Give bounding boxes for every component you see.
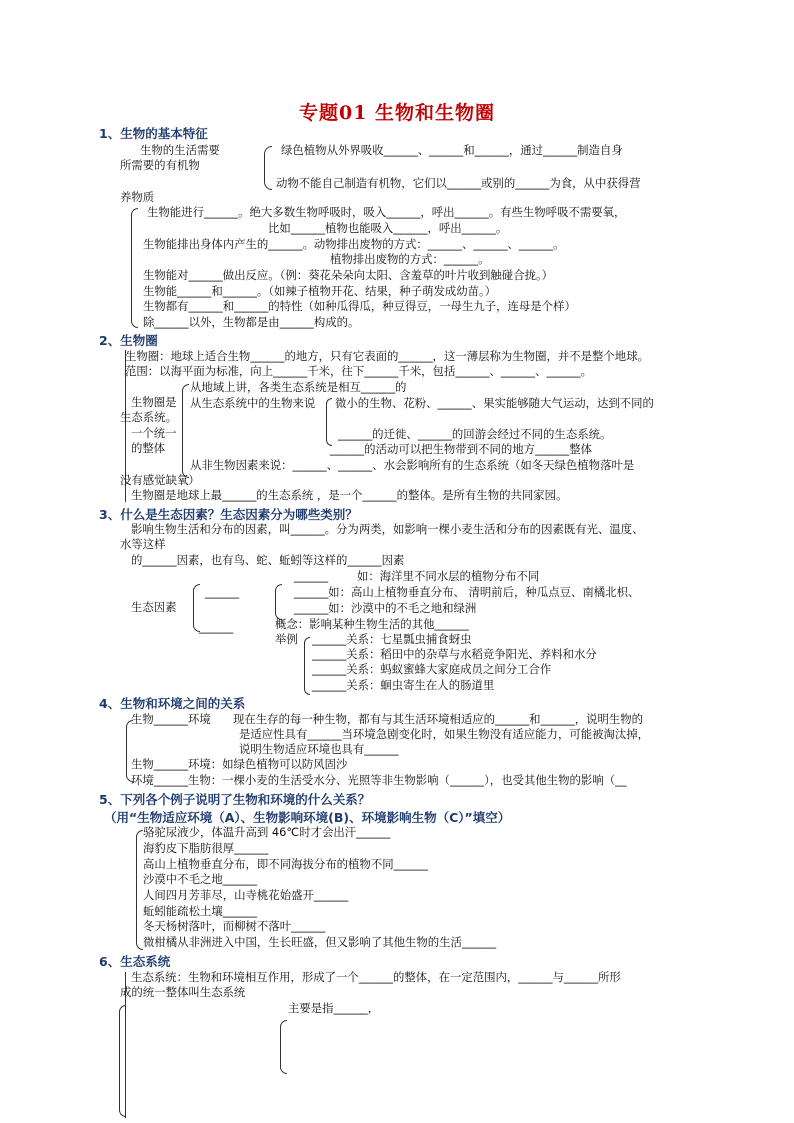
s1-line: 生物能进行______。绝大多数生物呼吸时，吸入______，呼出______。有些生物呼吸不需要氧， (147, 205, 626, 219)
s5-item: 人间四月芳菲尽，山寺桃花始盛开______ (143, 888, 349, 902)
s2-bracket-unity (182, 384, 189, 478)
s3-line: ______关系：稻田中的杂草与水稻竞争阳光、养料和水分 (312, 647, 597, 661)
s5-item: 高山上植物垂直分布，即不同海拔分布的植物不同______ (143, 857, 428, 871)
s3-line: ______关系：蚂蚁蜜蜂大家庭成员之间分工合作 (312, 662, 552, 676)
s3-line: ______ (199, 620, 234, 634)
section-3-heading: 3、什么是生态因素？生态因素分为哪些类别？ (99, 507, 358, 522)
s3-line: 的______因素，也有鸟、蛇、蚯蚓等这样的______因素 (131, 553, 405, 567)
s2-line: 生态系统。 (120, 410, 177, 424)
s6-line: 主要是指______， (288, 1001, 380, 1015)
s5-item: 海豹皮下脂肪很厚______ (143, 841, 269, 855)
s5-item: 冬天杨树落叶，而柳树不落叶______ (143, 919, 326, 933)
s3-line: ______关系：七星瓢虫捕食蚜虫 (312, 632, 472, 646)
section-5-subheading: （用“生物适应环境（A）、生物影响环境(B)、环境影响生物（C）”填空） (104, 810, 511, 825)
s1-bracket-main (131, 208, 138, 328)
s3-line: ______如：高山上植物垂直分布、 清明前后，种瓜点豆、南橘北枳、 (294, 585, 640, 599)
s2-line: 生物圈是 (131, 395, 177, 409)
s4-line: 现在生存的每一种生物，都有与其生活环境相适应的______和______，说明生物的 (233, 712, 644, 726)
s3-label-factors: 生态因素 (131, 600, 177, 614)
section-4-heading: 4、生物和环境之间的关系 (99, 696, 246, 711)
s6-line: 生态系统：生物和环境相互作用，形成了一个______的整体，在一定范围内，______与______所形 (131, 970, 621, 984)
s2-line: ______的迁徙、______的回游会经过不同的生态系统。 (338, 427, 612, 441)
section-2-heading: 2、生物圈 (99, 333, 158, 348)
s3-line: ______关系：蛔虫寄生在人的肠道里 (312, 678, 495, 692)
s2-bracket-organisms (326, 398, 332, 446)
s3-line: 举例 (275, 632, 298, 646)
s1-line: 除______以外，生物都是由______构成的。 (143, 315, 360, 329)
s3-line: ______ (205, 585, 240, 599)
s6-bracket-outer (119, 1005, 126, 1117)
s2-line: 没有感觉缺氧） (120, 473, 200, 487)
s3-bracket-examples (304, 637, 310, 695)
section-1-heading: 1、生物的基本特征 (99, 126, 208, 141)
s2-line: 生物圈：地球上适合生物______的地方，只有它表面的______，这一薄层称为生物圈，并不是整个地球。 (125, 349, 649, 363)
s2-line: 从非生物因素来说：______、______、水会影响所有的生态系统（如冬天绿色植物落叶是 (190, 458, 635, 472)
s5-item: 沙漠中不毛之地______ (143, 872, 257, 886)
s5-item: 微柑橘从非洲进入中国，生长旺盛，但又影响了其他生物的生活______ (143, 935, 497, 949)
s3-bracket-abiotic (275, 584, 282, 620)
s3-line: 水等这样 (120, 537, 166, 551)
s1-line: 绿色植物从外界吸收______、______和______，通过______制造自身 (281, 143, 623, 157)
s3-line: 如：海洋里不同水层的植物分布不同 (357, 569, 540, 583)
s2-line: 的整体 (131, 441, 166, 455)
s2-line: 一个统一 (131, 426, 177, 440)
s2-line: 从地域上讲，各类生态系统是相互______的 (190, 380, 407, 394)
s2-line: 范围：以海平面为标准，向上______千米，往下______千米，包括______、______、______。 (125, 364, 593, 378)
s1-line: 生物能对______做出反应。（例：葵花朵朵向太阳、含羞草的叶片收到触碰合拢。） (143, 268, 554, 282)
s5-bracket (136, 830, 143, 950)
s1-line: 所需要的有机物 (120, 158, 200, 172)
s1-line: 生物能______和______。（如辣子植物开花、结果，种子萌发成幼苗。） (143, 284, 497, 298)
s1-bracket-needs (264, 146, 272, 190)
page-title: 专题01 生物和生物圈 (298, 102, 496, 124)
s1-line: 养物质 (120, 190, 155, 204)
s1-line: 生物的生活需要 (140, 143, 220, 157)
s6-bracket-inner (280, 1020, 287, 1074)
s3-line: 影响生物生活和分布的因素，叫______。分为两类，如影响一棵小麦生活和分布的因素既有光、温度、 (131, 522, 644, 536)
s4-line: 生物______环境：如绿色植物可以防风固沙 (131, 757, 348, 771)
s2-line: 生物圈是地球上最______的生态系统 ，是一个______的整体。是所有生物的共同家园。 (131, 488, 568, 502)
s1-line: 比如______植物也能吸入______，呼出______。 (268, 221, 508, 235)
s2-line: 微小的生物、花粉、______、果实能够随大气运动，达到不同的 (335, 396, 654, 410)
s5-item: 蚯蚓能疏松土壤______ (143, 904, 257, 918)
s6-line: 成的统一整体叫生态系统 (120, 985, 246, 999)
s4-line: 是适应性具有______当环境急剧变化时，如果生物没有适应能力，可能被淘汰掉， (239, 727, 650, 741)
section-5-heading: 5、下列各个例子说明了生物和环境的什么关系？ (99, 792, 371, 807)
s5-item: 骆驼尿液少，体温升高到 46℃时才会出汗______ (143, 825, 391, 839)
s3-line: ______ (294, 569, 329, 583)
s2-line: 从生态系统中的生物来说 (190, 396, 316, 410)
s4-line: 环境______生物：一棵小麦的生活受水分、光照等非生物影响（______），也受其他生物的影响（__ (131, 773, 627, 787)
s4-line: 说明生物适应环境也具有______ (239, 742, 399, 756)
s1-line: 生物都有______和______的特性（如种瓜得瓜，种豆得豆，一母生九子，连母是个样） (143, 299, 576, 313)
s2-line: ______的活动可以把生物带到不同的地方______整体 (330, 442, 592, 456)
section-6-heading: 6、生态系统 (99, 954, 171, 969)
s3-line: ______如：沙漠中的不毛之地和绿洲 (294, 601, 477, 615)
s3-line: 概念：影响某种生物生活的其他______ (275, 617, 469, 631)
s1-line: 生物能排出身体内产生的______。动物排出废物的方式：______、______、______。 (143, 237, 565, 251)
s4-line: 生物______环境 (131, 712, 211, 726)
s1-line: 植物排出废物的方式：______。 (330, 252, 490, 266)
s1-line: 动物不能自己制造有机物，它们以______或别的______为食，从中获得营 (276, 176, 641, 190)
